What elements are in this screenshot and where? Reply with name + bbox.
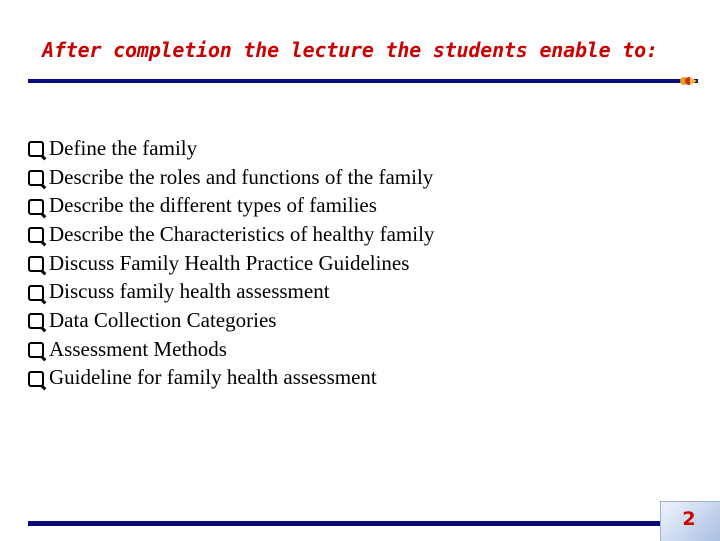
list-item xyxy=(28,335,668,364)
checkbox-bullet-icon xyxy=(28,141,44,157)
checkbox-bullet-icon xyxy=(28,227,44,243)
checkbox-bullet-icon xyxy=(28,170,44,186)
objective-text: Discuss family health assessment xyxy=(49,279,330,304)
checkbox-bullet-icon xyxy=(28,285,44,301)
list-item xyxy=(28,220,668,249)
list-item xyxy=(28,191,668,220)
objective-text: Discuss Family Health Practice Guidelines xyxy=(49,250,410,275)
objective-text: Describe the Characteristics of healthy family xyxy=(49,221,435,246)
page-number: 2 xyxy=(682,508,696,530)
list-item xyxy=(28,249,668,278)
checkbox-bullet-icon xyxy=(28,256,44,272)
objective-text: Assessment Methods xyxy=(49,336,227,361)
checkbox-bullet-icon xyxy=(28,371,44,387)
objective-text: Guideline for family health assessment xyxy=(49,365,377,390)
objective-text: Define the family xyxy=(49,135,198,160)
list-item xyxy=(28,277,668,306)
objective-text: Describe the roles and functions of the family xyxy=(49,164,434,189)
objective-text: Data Collection Categories xyxy=(49,307,277,332)
bottom-divider xyxy=(28,521,660,526)
list-item xyxy=(28,306,668,335)
page-number-badge xyxy=(660,501,720,541)
objective-text: Describe the different types of families xyxy=(49,193,377,218)
list-item xyxy=(28,163,668,192)
checkbox-bullet-icon xyxy=(28,313,44,329)
list-item xyxy=(28,134,668,163)
slide-title: After completion the lecture the students enable to: xyxy=(42,38,658,62)
checkbox-bullet-icon xyxy=(28,199,44,215)
top-divider xyxy=(28,79,678,83)
list-item xyxy=(28,364,668,393)
rule-end-ornament-icon xyxy=(676,74,698,88)
objectives-list xyxy=(28,134,668,392)
checkbox-bullet-icon xyxy=(28,342,44,358)
